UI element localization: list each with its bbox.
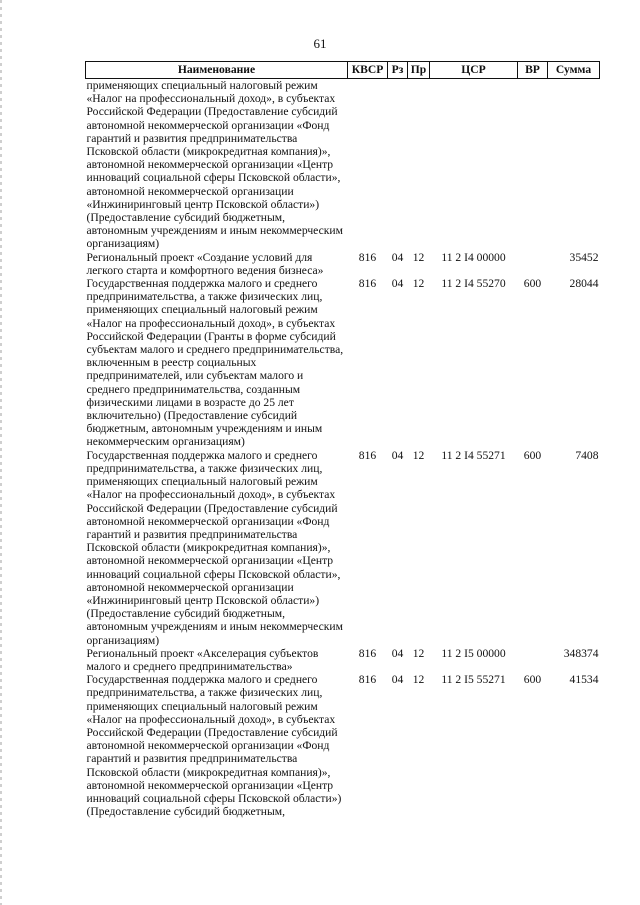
- row-name: Региональный проект «Создание условий для легкого старта и комфортного ведения бизнеса»: [86, 250, 324, 277]
- table-row: [86, 449, 600, 647]
- header-kvsr: КВСР: [348, 62, 388, 79]
- header-pr: Пр: [408, 62, 430, 79]
- row-kvsr: 816: [358, 250, 377, 264]
- row-pr: 12: [412, 250, 425, 264]
- row-kvsr: [348, 79, 388, 251]
- row-rz: 04: [391, 250, 404, 264]
- row-sum: 28044: [569, 277, 599, 291]
- row-name: Государственная поддержка малого и среднего предпринимательства, а также физических лиц, применяющих специальный налоговый режим «Налог на профессиональный доход», в субъектах Российской Федерации (Предоставление субсидий автономной некоммерческой организации «Фонд гарантий и развития предпринимательства Псковской области (микрокредитная компания)», автономной некоммерческой организации «Центр инноваций социальной сферы Псковской области», автономной некоммерческой организации «Инжиниринговый центр Псковской области») (Предоставление субсидий бюджетным, автономным учреждениям и иным некоммерческим организациям): [86, 448, 343, 647]
- row-csr: 11 2 I5 55271: [441, 673, 506, 687]
- budget-table: [85, 61, 600, 818]
- row-sum: 7408: [575, 448, 599, 462]
- row-sum: [548, 79, 600, 251]
- row-vr: [518, 647, 548, 673]
- row-vr: [518, 79, 548, 251]
- row-kvsr: 816: [358, 448, 377, 462]
- header-csr: ЦСР: [430, 62, 518, 79]
- row-vr: [518, 251, 548, 277]
- row-csr: 11 2 I4 55271: [441, 448, 506, 462]
- row-sum: 35452: [569, 250, 599, 264]
- row-name: Региональный проект «Акселерация субъектов малого и среднего предпринимательства»: [86, 646, 319, 673]
- row-rz: 04: [391, 448, 404, 462]
- row-csr: 11 2 I5 00000: [441, 646, 506, 660]
- scan-edge: [0, 0, 2, 905]
- row-name: Государственная поддержка малого и среднего предпринимательства, а также физических лиц, применяющих специальный налоговый режим «Налог на профессиональный доход», в субъектах Российской Федерации (Гранты в форме субсидий субъектам малого и среднего предпринимательства, включенным в реестр социальных предпринимателей, или субъектам малого и среднего предпринимательства, созданным физическими лицами в возрасте до 25 лет включительно) (Предоставление субсидий бюджетным, автономным учреждениям и иным некоммерческим организациям): [86, 277, 344, 449]
- row-kvsr: 816: [358, 277, 377, 291]
- row-pr: 12: [412, 277, 425, 291]
- table-row: [86, 251, 600, 277]
- header-sum: Сумма: [548, 62, 600, 79]
- row-vr: 600: [523, 673, 542, 687]
- table-row: [86, 277, 600, 449]
- row-rz: 04: [391, 673, 404, 687]
- row-vr: 600: [523, 277, 542, 291]
- row-name: Государственная поддержка малого и среднего предпринимательства, а также физических лиц, применяющих специальный налоговый режим «Налог на профессиональный доход», в субъектах Российской Федерации (Предоставление субсидий автономной некоммерческой организации «Фонд гарантий и развития предпринимательства Псковской области (микрокредитная компания)», автономной некоммерческой организации «Центр инноваций социальной сферы Псковской области») (Предоставление субсидий бюджетным,: [86, 673, 342, 819]
- row-csr: 11 2 I4 55270: [441, 277, 506, 291]
- row-sum: 348374: [563, 646, 599, 660]
- row-rz: 04: [391, 646, 404, 660]
- table-row: [86, 79, 600, 251]
- row-rz: [388, 79, 408, 251]
- row-pr: 12: [412, 646, 425, 660]
- table-row: [86, 673, 600, 818]
- row-pr: [408, 79, 430, 251]
- row-pr: 12: [412, 448, 425, 462]
- page-number: 61: [313, 36, 327, 51]
- row-rz: 04: [391, 277, 404, 291]
- row-kvsr: 816: [358, 646, 377, 660]
- table-header-row: [86, 62, 600, 79]
- header-name: Наименование: [86, 62, 348, 79]
- table-row: [86, 647, 600, 673]
- row-name: применяющих специальный налоговый режим «Налог на профессиональный доход», в субъектах Российской Федерации (Предоставление субсидий автономной некоммерческой организации «Фонд гарантий и развития предпринимательства Псковской области (микрокредитная компания)», автономной некоммерческой организации «Центр инноваций социальной сферы Псковской области», автономной некоммерческой организации «Инжиниринговый центр Псковской области») (Предоставление субсидий бюджетным, автономным учреждениям и иным некоммерческим организациям): [86, 79, 343, 251]
- row-vr: 600: [523, 448, 542, 462]
- row-kvsr: 816: [358, 673, 377, 687]
- header-vr: ВР: [518, 62, 548, 79]
- row-pr: 12: [412, 673, 425, 687]
- row-csr: [430, 79, 518, 251]
- row-sum: 41534: [569, 673, 599, 687]
- header-rz: Рз: [388, 62, 408, 79]
- row-csr: 11 2 I4 00000: [441, 250, 506, 264]
